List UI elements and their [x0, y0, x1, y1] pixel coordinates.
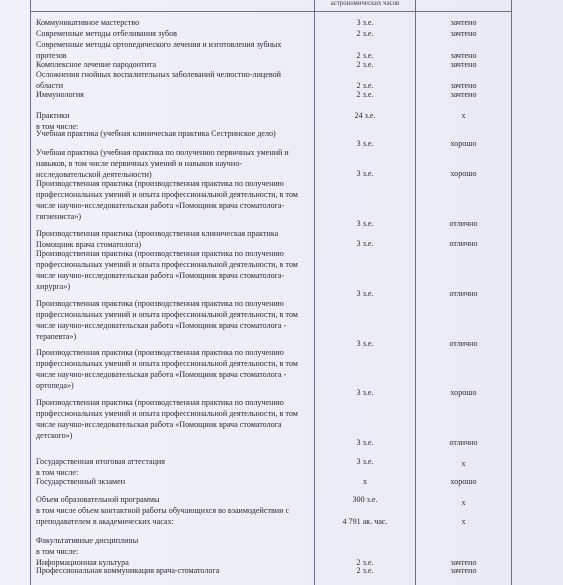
credit-value: 2 з.е.	[356, 81, 374, 90]
discipline-name: Производственная практика (производственная практика по получению профессиональных умений и опыта профессиональной деятельности, в том числе научно-исследовательская работа «Помощник врача стоматолога-хирурга»)	[36, 249, 298, 291]
credit-value: 3 з.е.	[356, 18, 374, 27]
grade-value: зачтено	[450, 558, 477, 567]
discipline-name: Комплексное лечение пародонтита	[36, 60, 157, 69]
discipline-name: Государственная итоговая аттестация в том числе:	[36, 457, 165, 477]
grade-value: зачтено	[450, 18, 477, 27]
discipline-name: Профессиональная коммуникация врача-стоматолога	[36, 566, 220, 575]
grade-value: х	[461, 498, 466, 507]
credit-value: 2 з.е.	[356, 60, 374, 69]
credit-value: 3 з.е.	[356, 169, 374, 178]
credit-value: 2 з.е.	[356, 566, 374, 575]
grade-value: хорошо	[450, 388, 477, 397]
grade-value: х	[461, 111, 466, 120]
credit-value: 3 з.е.	[356, 457, 374, 466]
credit-value: 4 791 ак. час.	[342, 517, 388, 526]
credit-value: 24 з.е.	[354, 111, 376, 120]
discipline-name: Производственная практика (производственная клиническая практика Помощник врача стоматолога)	[36, 229, 279, 249]
hours-column-header: астрономических часов	[330, 0, 400, 7]
grade-value: зачтено	[450, 566, 477, 575]
credit-value: 3 з.е.	[356, 388, 374, 397]
grade-value: зачтено	[450, 29, 477, 38]
discipline-name: Современные методы ортопедического лечения и изготовления зубных протезов	[36, 40, 282, 60]
credit-value: 3 з.е.	[356, 339, 374, 348]
discipline-name: Факультативные дисциплины в том числе: Информационная культура	[36, 536, 139, 567]
discipline-name: Осложнения гнойных воспалительных заболеваний челюстно-лицевой области	[36, 70, 281, 90]
credit-value: 300 з.е.	[352, 495, 378, 504]
grade-value: хорошо	[450, 169, 477, 178]
grade-value: х	[461, 459, 466, 468]
discipline-name: Производственная практика (производственная практика по получению профессиональных умений и опыта профессиональной деятельности, в том числе научно-исследовательская работа «Помощник врача стоматолога - терапевта»)	[36, 299, 298, 341]
table-header-bottom-border	[30, 11, 511, 12]
credit-value: 2 з.е.	[356, 90, 374, 99]
grade-value: отлично	[449, 219, 478, 228]
discipline-name: Учебная практика (учебная клиническая практика Сестринское дело)	[36, 129, 276, 138]
credit-value: 2 з.е.	[356, 51, 374, 60]
discipline-name: Государственный экзамен	[36, 477, 126, 486]
grade-value: отлично	[449, 239, 478, 248]
discipline-name: Производственная практика (производственная практика по получению профессиональных умений и опыта профессиональной деятельности, в том числе научно-исследовательская работа «Помощник врача стоматолога-гигиениста»)	[36, 179, 298, 221]
discipline-name: Производственная практика (производственная практика по получению профессиональных умений и опыта профессиональной деятельности, в том числе научно-исследовательская работа «Помощник врача стоматолога детского»)	[36, 398, 298, 440]
grade-value: зачтено	[450, 90, 477, 99]
discipline-name: Учебная практика (учебная практика по получению первичных умений и навыков, в том числе первичных умений и навыков научно-исследовательской деятельности)	[36, 148, 289, 179]
grade-value: отлично	[449, 339, 478, 348]
credit-value: 3 з.е.	[356, 239, 374, 248]
grade-value: отлично	[449, 438, 478, 447]
grade-value: отлично	[449, 289, 478, 298]
credit-value: 3 з.е.	[356, 438, 374, 447]
table-border-right	[511, 0, 512, 585]
credit-value: 2 з.е.	[356, 558, 374, 567]
grade-value: зачтено	[450, 51, 477, 60]
grade-value: зачтено	[450, 81, 477, 90]
credit-value: 3 з.е.	[356, 219, 374, 228]
credit-value: х	[362, 477, 368, 486]
credit-value: 2 з.е.	[356, 29, 374, 38]
table-border-left	[30, 0, 31, 585]
discipline-name: Современные методы отбеливания зубов	[36, 29, 177, 38]
grade-value: хорошо	[450, 139, 477, 148]
credit-value: 3 з.е.	[356, 139, 374, 148]
discipline-name: Объем образовательной программы в том числе объем контактной работы обучающихся во взаимодействии с преподавателем в академических часах:	[36, 495, 290, 526]
discipline-name: Иммунология	[36, 90, 84, 99]
discipline-name: Коммуникативное мастерство	[36, 18, 140, 27]
credit-value: 3 з.е.	[356, 289, 374, 298]
grade-value: х	[461, 517, 466, 526]
grade-value: зачтено	[450, 60, 477, 69]
discipline-name: Производственная практика (производственная практика по получению профессиональных умений и опыта профессиональной деятельности, в том числе научно-исследовательская работа «Помощник врача стоматолога - ортопеда»)	[36, 348, 298, 390]
discipline-name: Практики в том числе:	[36, 111, 79, 131]
grade-value: хорошо	[450, 477, 477, 486]
